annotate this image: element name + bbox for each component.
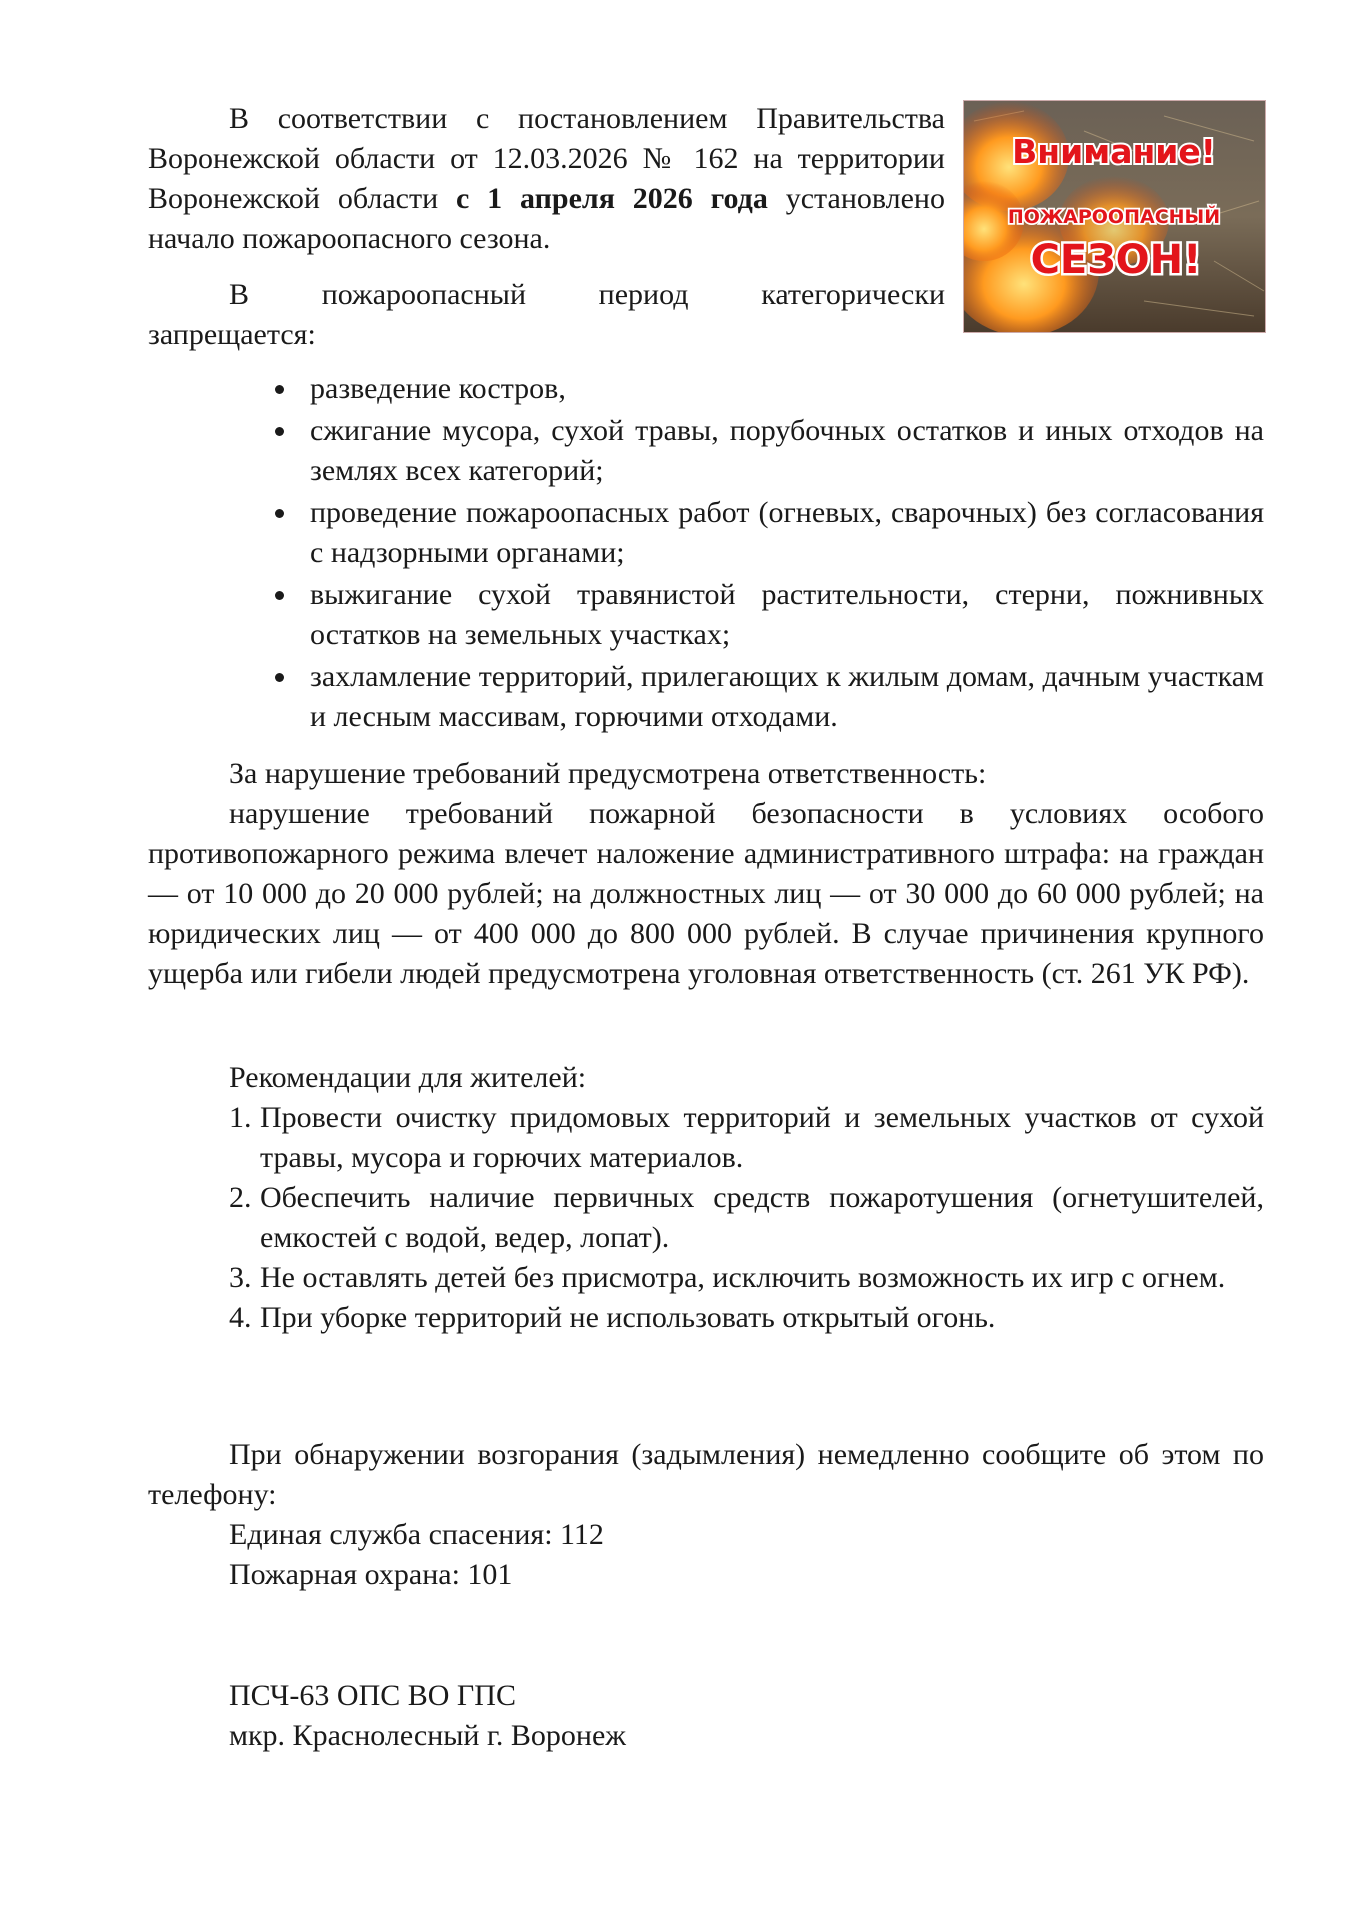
list-item: сжигание мусора, сухой травы, порубочных остатков и иных отходов на землях всех категорий; [148,411,1264,491]
emergency-contacts-section [148,1435,1264,1595]
intro-text-a: В соответствии с постановлением Правительства Воронежской области от 12.03.2026 № 162 на территории Воронежской области [148,102,945,215]
emergency-instruction: При обнаружении возгорания (задымления) немедленно сообщите об этом по телефону: [148,1438,1264,1511]
list-item: выжигание сухой травянистой растительности, стерни, пожнивных остатков на земельных участках; [148,575,1264,655]
start-date-bold: с 1 апреля 2026 года [455,182,768,215]
fire-season-poster [963,100,1266,333]
list-item: захламление территорий, прилегающих к жилым домам, дачным участкам и лесным массивам, горючими отходами. [148,657,1264,737]
fire-service-phone: Пожарная охрана: 101 [229,1558,513,1591]
prohibitions-list-section [148,369,1264,739]
responsibility-heading: За нарушение требований предусмотрена ответственность: [229,757,987,790]
rescue-service-phone: Единая служба спасения: 112 [229,1518,604,1551]
prohibitions-list [148,369,1264,737]
recommendations-section [148,1058,1264,1338]
bullet-icon [275,427,284,436]
recommendations-heading: Рекомендации для жителей: [229,1061,587,1094]
list-item: проведение пожароопасных работ (огневых, сварочных) без согласования с надзорными органами; [148,493,1264,573]
bullet-icon [275,509,284,518]
bullet-icon [275,673,284,682]
list-item: 1. Провести очистку придомовых территорий и земельных участков от сухой травы, мусора и горючих материалов. [229,1101,1264,1174]
list-item: 4. При уборке территорий не использовать открытый огонь. [229,1301,996,1334]
poster-attention-text: Внимание! [1012,132,1216,171]
responsibility-section [148,754,1264,994]
bullet-icon [275,385,284,394]
intro-section [148,99,945,355]
fire-unit-name: ПСЧ-63 ОПС ВО ГПС [229,1679,516,1712]
prohibition-intro-line: В пожароопасный период категорически [229,278,945,311]
poster-season-text: СЕЗОН! [1030,237,1202,283]
fire-season-image [964,101,1265,332]
bullet-icon [275,591,284,600]
list-item: разведение костров, [148,369,1264,409]
responsibility-text: нарушение требований пожарной безопасности в условиях особого противопожарного режима влечет наложение административного штрафа: на граждан — от 10 000 до 20 000 рублей; на должностных лиц — от 30 000 до 60 000 рублей; на юридических лиц — от 400 000 до 800 000 рублей. В случае причинения крупного ущерба или гибели людей предусмотрена уголовная ответственность (ст. 261 УК РФ). [148,797,1264,990]
recommendations-list [148,1098,1264,1338]
signature-block [229,1676,1129,1756]
list-item: 3. Не оставлять детей без присмотра, исключить возможность их игр с огнем. [229,1261,1226,1294]
prohibition-intro-rest: запрещается: [148,318,316,351]
poster-fire-danger-text: ПОЖАРООПАСНЫЙ [1007,206,1221,228]
unit-location: мкр. Краснолесный г. Воронеж [229,1719,627,1752]
list-item: 2. Обеспечить наличие первичных средств пожаротушения (огнетушителей, емкостей с водой, ведер, лопат). [229,1181,1264,1254]
intro-paragraph [148,99,945,259]
intro-text-b: установлено начало пожароопасного сезона. [148,182,945,255]
